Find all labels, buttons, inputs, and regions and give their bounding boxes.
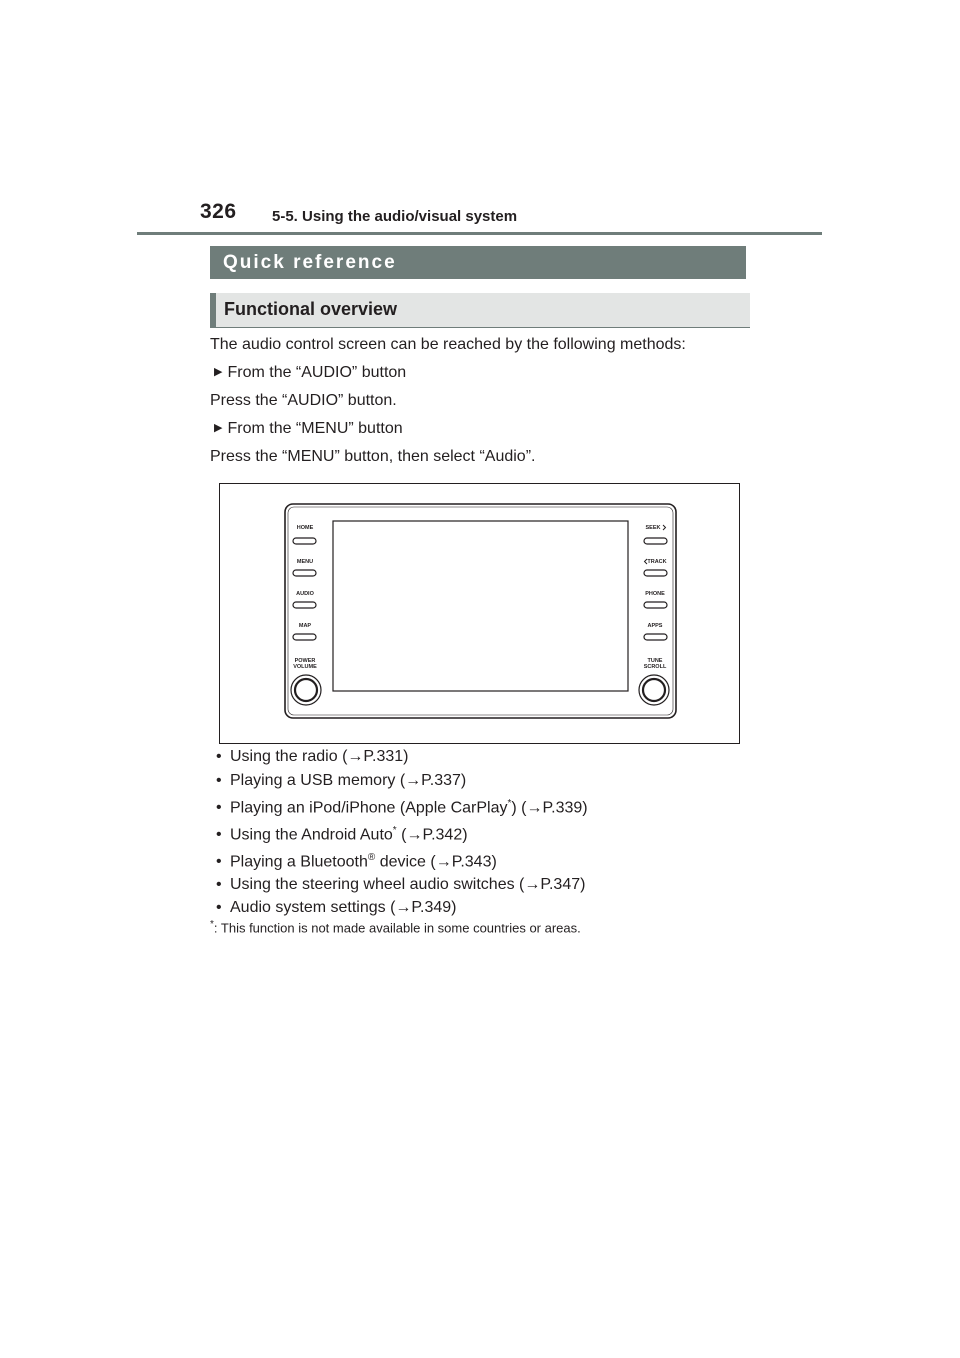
label-power: POWER [294, 658, 316, 664]
quick-reference-heading: Quick reference [210, 246, 746, 279]
method-heading-menu [214, 420, 403, 438]
label-apps: APPS [647, 623, 663, 629]
functional-overview-heading: Functional overview [210, 293, 750, 328]
label-tune: TUNE [647, 658, 663, 664]
display-screen [333, 521, 628, 691]
footnote-mark: * [210, 919, 214, 930]
list-item: • Using the radio (→P.331) [216, 748, 409, 765]
page-number: 326 [200, 200, 237, 223]
triangle-arrow-icon: ▶ [214, 422, 223, 434]
label-menu: MENU [296, 559, 314, 565]
list-item: • Audio system settings (→P.349) [216, 899, 457, 916]
list-item: • Playing a Bluetooth® device (→P.343) [216, 852, 497, 871]
list-item: • Using the Android Auto* (→P.342) [216, 825, 468, 844]
list-item: • Using the steering wheel audio switches (→P.347) [216, 876, 586, 893]
method-heading-audio [214, 364, 406, 382]
method-instruction-audio: Press the “AUDIO” button. [210, 392, 397, 409]
label-volume: VOLUME [293, 664, 317, 670]
method-heading-text: From the “MENU” button [227, 420, 403, 437]
label-scroll: SCROLL [643, 664, 667, 670]
list-item: • Playing a USB memory (→P.337) [216, 772, 467, 789]
label-phone: PHONE [645, 591, 665, 597]
method-instruction-menu: Press the “MENU” button, then select “Audio”. [210, 448, 536, 465]
section-title: 5-5. Using the audio/visual system [272, 208, 518, 225]
audio-unit-illustration [220, 484, 739, 743]
header-rule [137, 232, 822, 235]
label-audio: AUDIO [296, 591, 314, 597]
list-item: • Playing an iPod/iPhone (Apple CarPlay*) (→P.339) [216, 798, 588, 817]
footnote [210, 919, 581, 935]
label-map: MAP [298, 623, 312, 629]
label-home: HOME [296, 525, 314, 531]
label-track: TRACK [647, 559, 667, 565]
reference-list [216, 748, 588, 923]
method-heading-text: From the “AUDIO” button [227, 364, 407, 381]
label-seek: SEEK [645, 525, 661, 531]
intro-text: The audio control screen can be reached by the following methods: [210, 336, 686, 353]
triangle-arrow-icon: ▶ [214, 366, 223, 378]
audio-unit-figure [219, 483, 740, 744]
footnote-text: : This function is not made available in some countries or areas. [213, 920, 581, 936]
